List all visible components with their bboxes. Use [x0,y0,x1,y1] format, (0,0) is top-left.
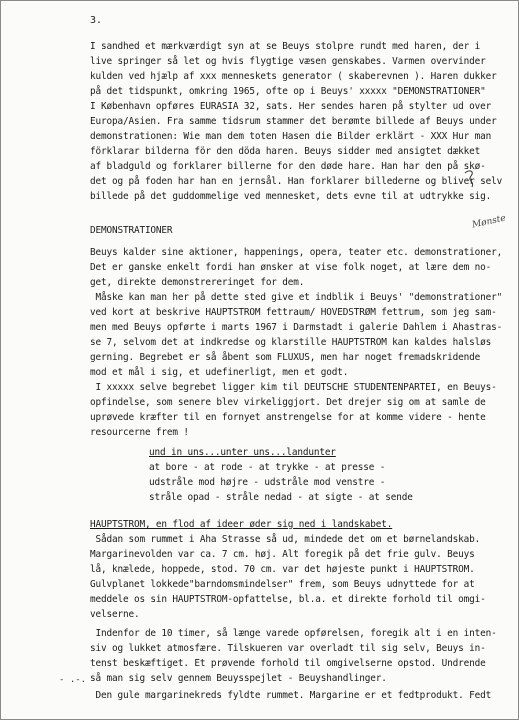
text-line: mod et mål i sig, et udefinerligt, men et godt. [90,367,349,378]
margin-mark: - .-. [59,675,87,685]
signature: Mønste [471,213,507,231]
text-line: förklarar bilderna för den döda haren. Beuys sidder med ansigtet dækket [90,146,481,157]
text-line: Det er ganske enkelt fordi han ønsker at vise folk noget, at lære dem no- [90,262,492,273]
text-line: opfindelse, som senere blev virkeliggjort. Det drejer sig om at samle de [90,397,486,408]
text-line: I København opføres EURASIA 32, sats. Her sendes haren på stylter ud over [90,101,492,112]
text-line: tenst beskæftiget. Et prøvende forhold til omgivelserne opstod. Undrende [90,658,486,669]
section-heading: DEMONSTRATIONER [90,225,173,236]
text-line: live springer så let og hvis flygtige væsen genskabes. Varmen overvinder [90,56,486,67]
text-line: billede på det guddommelige ved mennesket, dets evne til at udtrykke sig. [90,191,492,202]
text-line: Beuys kalder sine aktioner, happenings, opera, teater etc. demonstrationer, [90,247,503,258]
verse-line: at bore - at rode - at trykke - at presse - [149,462,386,473]
text-line: meddele os sin HAUPTSTROM-opfattelse, bl.a. et direkte forhold til omgi- [90,594,486,605]
verse-line: und in uns...unter uns...landunter [149,447,336,458]
text-line: Gulvplanet lokkede"barndomsmindelser" frem, som Beuys udnyttede for at [90,579,475,590]
verse-line: udstråle mod højre - udstråle mod venstre - [149,477,386,488]
page-number: 3. [90,15,103,26]
text-line: resourcerne frem ! [90,427,189,438]
text-line: Margarinevolden var ca. 7 cm. høj. Alt foregik på det frie gulv. Beuys [90,549,475,560]
text-line: Den gule margarinekreds fyldte rummet. Margarine er et fedtprodukt. Fedt [90,690,492,701]
text-line: Sådan som rummet i Aha Strasse så ud, mindede det om et børnelandskab. [90,534,481,545]
text-line: demonstrationen: Wie man dem toten Hasen die Bilder erklärt - XXX Hur man [90,131,492,142]
handwritten-mark-icon [463,169,477,189]
verse-line: stråle opad - stråle nedad - at sigte - at sende [149,492,413,503]
text-line: get, direkte demonstrereringet for dem. [90,277,305,288]
text-line: på det tidspunkt, omkring 1965, ofte op i Beuys' xxxxx "DEMONSTRATIONER" [90,86,486,97]
text-line: ved kort at beskrive HAUPTSTROM fettraum/ HOVEDSTRØM fettrum, som jeg sam- [90,307,497,318]
text-line: Europa/Asien. Fra samme tidsrum stammer det berømte billede af Beuys under [90,116,497,127]
text-line: siv og lukket atmosfære. Tilskueren var overladt til sig selv, Beuys in- [90,643,486,654]
text-line: så man sig selv gennem Beuysspejlet - Beuyshandlinger. [90,673,387,684]
text-line: I sandhed et mærkværdigt syn at se Beuys stolpre rundt med haren, der i [90,41,481,52]
text-line: det og på foden har han en jernsål. Han forklarer billederne og bliver selv [90,176,503,187]
text-line: velserne. [90,609,140,620]
hauptstrom-heading: HAUPTSTROM, en flod af ideer øder sig ned i landskabet. [90,519,393,530]
text-line: Måske kan man her på dette sted give et indblik i Beuys' "demonstrationer" [90,292,503,303]
text-line: men med Beuys opførte i marts 1967 i Darmstadt i galerie Dahlem i Ahastras- [90,322,503,333]
text-line: af bladguld og forklarer billerne for den døde hare. Han har den på skø- [90,161,486,172]
text-line: uprøvede kræfter til en fornyet anstrengelse for at komme videre - hente [90,412,486,423]
text-line: gerning. Begrebet er så åbent som FLUXUS, men har noget fremadskridende [90,352,481,363]
text-line: Indenfor de 10 timer, så længe varede opførelsen, foregik alt i en inten- [90,628,497,639]
text-line: se 7, selvom det at indkredse og klarstille HAUPTSTROM kan kaldes halsløs [90,337,492,348]
text-line: I xxxxx selve begrebet ligger kim til DEUTSCHE STUDENTENPARTEI, en Beuys- [90,382,497,393]
text-line: kulden ved hjælp af xxx menneskets generator ( skaberevnen ). Haren dukker [90,71,497,82]
text-line: lå, knælede, hoppede, stod. 70 cm. var det højeste punkt i HAUPTSTROM. [90,564,475,575]
